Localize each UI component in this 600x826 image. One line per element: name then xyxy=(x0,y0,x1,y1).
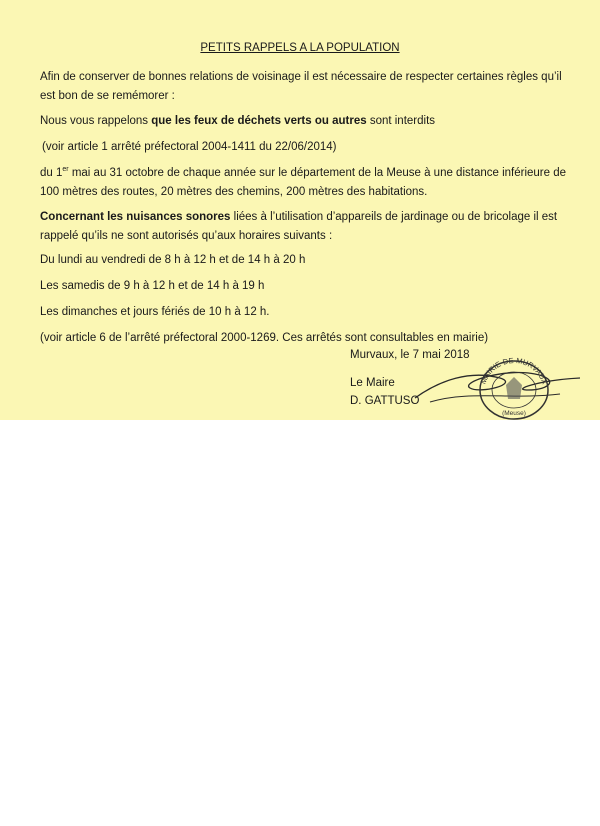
signatory-name: D. GATTUSO xyxy=(350,395,420,407)
hours-weekdays: Du lundi au vendredi de 8 h à 12 h et de 14 h à 20 h xyxy=(40,254,306,266)
fire-ban-pre: Nous vous rappelons xyxy=(40,115,152,127)
stamp-arc-text: MAIRIE DE MURVAUX xyxy=(478,355,550,386)
fire-ban-reference: (voir article 1 arrêté préfectoral 2004-1411 du 22/06/2014) xyxy=(42,141,337,153)
fire-ban-paragraph xyxy=(40,112,570,131)
signatory-role: Le Maire xyxy=(350,377,395,389)
noise-bold: Concernant les nuisances sonores xyxy=(40,211,231,223)
place-date: Murvaux, le 7 mai 2018 xyxy=(350,349,470,361)
notice-title: PETITS RAPPELS A LA POPULATION xyxy=(200,42,400,54)
noise-paragraph xyxy=(40,208,570,246)
stamp-bottom-text: (Meuse) xyxy=(502,410,526,417)
season-pre: du 1 xyxy=(40,167,63,179)
hours-saturday: Les samedis de 9 h à 12 h et de 14 h à 19 h xyxy=(40,280,265,292)
town-hall-stamp xyxy=(474,355,554,421)
hours-sunday: Les dimanches et jours fériés de 10 h à 12 h. xyxy=(40,306,270,318)
noise-reference: (voir article 6 de l’arrêté préfectoral 2000-1269. Ces arrêtés sont consultables en mairie) xyxy=(40,332,489,344)
season-sup: er xyxy=(62,166,69,174)
season-post: mai au 31 octobre de chaque année sur le département de la Meuse à une distance inférieure de 100 mètres des routes, 20 mètres des chemins, 200 mètres des habitations. xyxy=(40,167,567,198)
intro-paragraph: Afin de conserver de bonnes relations de voisinage il est nécessaire de respecter certaines règles qu’il est bon de se remémorer : xyxy=(40,71,562,102)
noise-post: liées à l’utilisation d’appareils de jardinage ou de bricolage il est rappelé qu’ils ne sont autorisés qu’aux horaires suivants : xyxy=(40,211,558,242)
fire-ban-post: sont interdits xyxy=(366,115,436,127)
season-paragraph xyxy=(40,164,570,202)
fire-ban-bold: que les feux de déchets verts ou autres xyxy=(151,115,367,127)
